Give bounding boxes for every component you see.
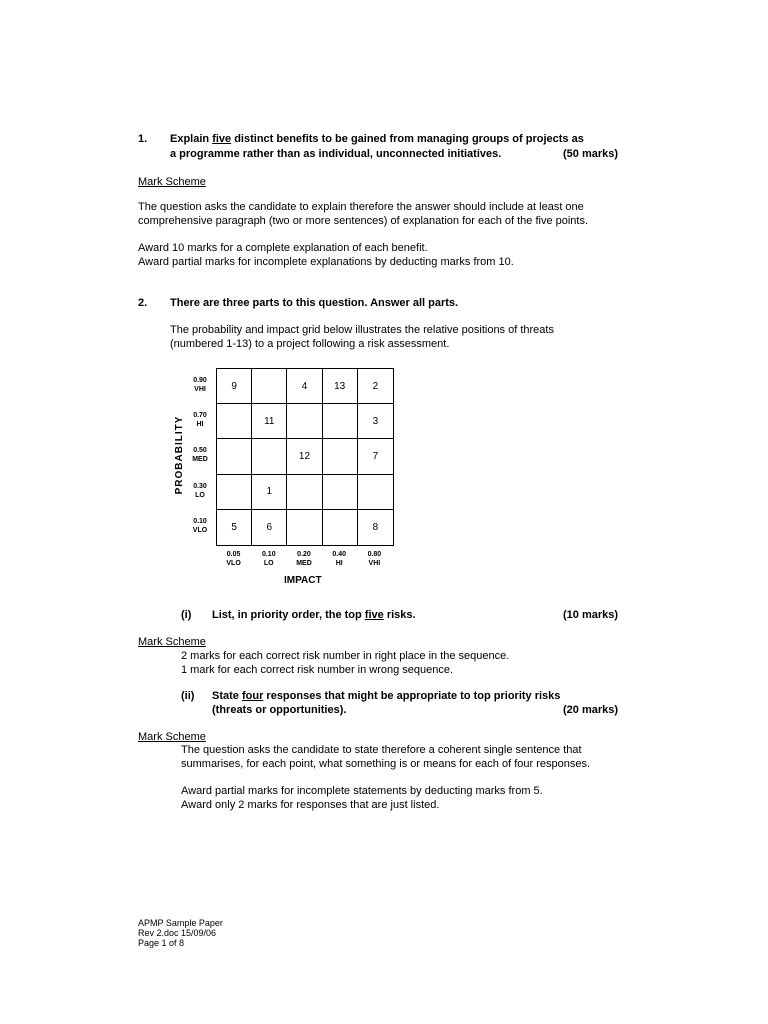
part-ii-mark-scheme-label: Mark Scheme (138, 731, 206, 743)
q1-para2-line1: Award 10 marks for a complete explanation of each benefit. (138, 242, 428, 254)
risk-cell: 6 (252, 510, 287, 545)
risk-cell (323, 510, 358, 545)
q1-line2: a programme rather than as individual, unconnected initiatives. (170, 148, 502, 160)
q2-intro-line2: (numbered 1-13) to a project following a risk assessment. (170, 338, 450, 350)
q1-mark-scheme-label: Mark Scheme (138, 176, 206, 188)
footer-line1: APMP Sample Paper (138, 918, 223, 928)
risk-cell (287, 404, 322, 439)
probability-value: 0.70 (193, 412, 207, 420)
q1-para1-line1: The question asks the candidate to explain therefore the answer should include at least one (138, 201, 584, 213)
probability-value: 0.30 (193, 482, 207, 490)
risk-cell: 13 (323, 369, 358, 404)
probability-value: 0.50 (193, 447, 207, 455)
part-i-text: List, in priority order, the top five risks. (212, 609, 416, 621)
risk-cell (217, 439, 252, 474)
risk-cell: 2 (358, 369, 393, 404)
risk-cell: 5 (217, 510, 252, 545)
part-ii-para1-line2: summarises, for each point, what something is or means for each of four responses. (181, 758, 591, 770)
risk-cell (323, 439, 358, 474)
risk-cell (287, 475, 322, 510)
probability-label (186, 517, 214, 535)
risk-grid (216, 368, 394, 546)
risk-cell (217, 475, 252, 510)
risk-cell (358, 475, 393, 510)
risk-cell (323, 404, 358, 439)
probability-level: HI (196, 421, 204, 429)
probability-level: MED (192, 456, 208, 464)
probability-label (186, 376, 214, 394)
part-ii-number: (ii) (181, 690, 195, 702)
impact-level: HI (335, 560, 343, 567)
risk-cell: 4 (287, 369, 322, 404)
probability-label (186, 446, 214, 464)
impact-axis-title: IMPACT (284, 575, 322, 586)
impact-label (322, 550, 357, 568)
risk-cell (287, 510, 322, 545)
q1-line1: Explain five distinct benefits to be gained from managing groups of projects as (170, 133, 584, 145)
risk-cell: 11 (252, 404, 287, 439)
footer-line3: Page 1 of 8 (138, 938, 185, 948)
q1-number: 1. (138, 133, 148, 145)
part-ii-para1-line1: The question asks the candidate to state therefore a coherent single sentence that (181, 744, 582, 756)
probability-label (186, 482, 214, 500)
part-i-number: (i) (181, 609, 192, 621)
risk-cell (323, 475, 358, 510)
q1-para1-line2: comprehensive paragraph (two or more sentences) of explanation for each of the five points. (138, 215, 589, 227)
probability-level: LO (195, 491, 205, 499)
part-i-mark-scheme-label: Mark Scheme (138, 636, 206, 648)
risk-cell (217, 404, 252, 439)
risk-cell: 12 (287, 439, 322, 474)
impact-value: 0.05 (226, 551, 241, 558)
probability-level: VLO (192, 526, 208, 534)
impact-level: VLO (226, 560, 241, 567)
impact-level: MED (296, 560, 312, 567)
probability-value: 0.90 (193, 377, 207, 384)
impact-value: 0.10 (261, 551, 276, 558)
q1-para2-line2: Award partial marks for incomplete explanations by deducting marks from 10. (138, 256, 514, 268)
part-i-line1: 2 marks for each correct risk number in right place in the sequence. (181, 650, 510, 662)
impact-value: 0.20 (297, 551, 311, 558)
impact-label (357, 550, 392, 568)
part-ii-marks: (20 marks) (563, 704, 619, 716)
impact-label (251, 550, 286, 568)
impact-label (286, 550, 321, 568)
footer-line2: Rev 2.doc 15/09/06 (138, 928, 217, 938)
impact-value: 0.80 (367, 551, 382, 558)
impact-label (216, 550, 251, 568)
part-ii-line1: State four responses that might be appropriate to top priority risks (212, 690, 561, 702)
probability-value: 0.10 (193, 517, 207, 525)
part-i-line2: 1 mark for each correct risk number in wrong sequence. (181, 664, 454, 676)
risk-cell (252, 439, 287, 474)
q2-intro-line1: The probability and impact grid below illustrates the relative positions of threats (170, 324, 554, 336)
part-ii-para2-line1: Award partial marks for incomplete statements by deducting marks from 5. (181, 785, 543, 797)
part-ii-para2-line2: Award only 2 marks for responses that are just listed. (181, 799, 440, 811)
impact-value: 0.40 (332, 551, 346, 558)
impact-level: LO (263, 560, 274, 567)
q1-marks: (50 marks) (563, 148, 619, 160)
q2-heading: There are three parts to this question. Answer all parts. (170, 297, 459, 309)
q2-number: 2. (138, 297, 148, 309)
part-ii-line2: (threats or opportunities). (212, 704, 347, 716)
impact-level: VHI (368, 560, 381, 567)
probability-label (186, 411, 214, 429)
probability-level: VHI (194, 386, 206, 393)
risk-cell: 7 (358, 439, 393, 474)
risk-cell: 8 (372, 521, 379, 533)
risk-cell (252, 369, 287, 404)
part-i-marks: (10 marks) (563, 609, 619, 621)
risk-cell: 9 (217, 369, 252, 404)
risk-cell: 3 (358, 404, 393, 439)
probability-axis-title: PROBABILITY (174, 415, 185, 495)
risk-cell: 1 (252, 475, 287, 510)
